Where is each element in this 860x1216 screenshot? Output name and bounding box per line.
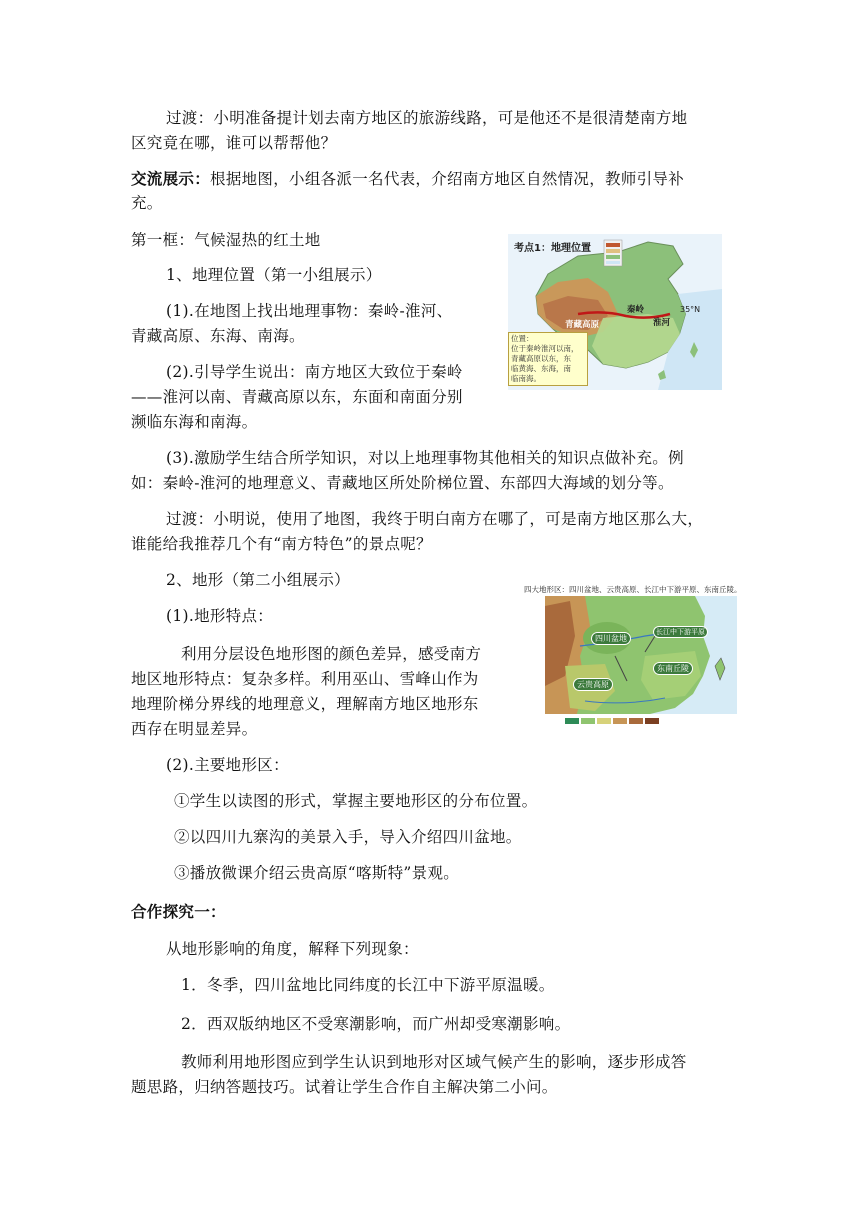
section1-item2-line3: 濒临东海和南海。: [131, 413, 258, 431]
location-map-title: 考点1：地理位置: [514, 243, 591, 254]
exchange-label: 交流展示：: [131, 169, 211, 188]
note-line: 临南海。: [511, 374, 541, 383]
landform-map: [545, 596, 737, 730]
landform-point-3: ③播放微课介绍云贵高原“喀斯特”景观。: [174, 864, 460, 882]
transition-paragraph-line1: 过渡：小明准备提计划去南方地区的旅游线路，可是他还不是很清楚南方地: [166, 109, 688, 127]
section2-item1-text-line1: 利用分层设色地形图的颜色差异，感受南方: [181, 645, 482, 663]
note-line: 位于秦岭淮河以南，: [511, 344, 579, 353]
southeast-hills-label: 东南丘陵: [653, 662, 693, 675]
location-map-figure: [508, 234, 722, 390]
section2-item2-heading: (2).主要地形区：: [166, 756, 289, 774]
location-note-box: [508, 332, 588, 386]
section2-heading: 2、地形（第二小组展示）: [166, 571, 350, 589]
frame1-heading: 第一框：气候湿热的红土地: [131, 231, 321, 249]
section1-heading: 1、地理位置（第一小组展示）: [166, 266, 382, 284]
huaihe-label: 淮河: [653, 318, 671, 328]
phenomenon-2: 2．西双版纳地区不受寒潮影响，而广州却受寒潮影响。: [181, 1015, 571, 1033]
changjiang-plain-label: 长江中下游平原: [653, 626, 708, 638]
section2-item1-text-line4: 西存在明显差异。: [131, 720, 258, 738]
plateau-label: 青藏高原: [565, 320, 600, 330]
section1-item2-line1: (2).引导学生说出：南方地区大致位于秦岭: [166, 363, 463, 381]
section1-item1-line1: (1).在地图上找出地理事物：秦岭-淮河、: [166, 302, 453, 320]
qinling-label: 秦岭: [627, 305, 645, 315]
yungui-plateau-label: 云贵高原: [573, 678, 613, 691]
teacher-guidance-line1: 教师利用地形图应到学生认识到地形对区域气候产生的影响，逐步形成答: [181, 1053, 687, 1071]
exchange-paragraph-line1: [131, 166, 684, 192]
section2-item1-heading: (1).地形特点：: [166, 607, 274, 625]
transition-paragraph-line2: 区究竟在哪，谁可以帮帮他？: [131, 134, 337, 152]
landform-point-1: ①学生以读图的形式，掌握主要地形区的分布位置。: [174, 792, 538, 810]
section1-item2-line2: ——淮河以南、青藏高原以东，东面和南面分别: [131, 388, 463, 406]
note-line: 临黄海、东海，南: [511, 364, 571, 373]
teacher-guidance-line2: 题思路，归纳答题技巧。试着让学生合作自主解决第二小问。: [131, 1078, 558, 1096]
note-line: 青藏高原以东，东: [511, 354, 571, 363]
landform-point-2: ②以四川九寨沟的美景入手，导入介绍四川盆地。: [174, 828, 522, 846]
note-line: 位置：: [511, 334, 534, 343]
exchange-text: 根据地图，小组各派一名代表，介绍南方地区自然情况，教师引导补: [210, 170, 685, 188]
section2-item1-text-line2: 地区地形特点：复杂多样。利用巫山、雪峰山作为: [131, 670, 479, 688]
transition2-line1: 过渡：小明说，使用了地图，我终于明白南方在哪了，可是南方地区那么大，: [166, 510, 704, 528]
cooperative-intro: 从地形影响的角度，解释下列现象：: [166, 940, 419, 958]
sichuan-basin-label: 四川盆地: [591, 632, 631, 645]
section1-item3-line1: (3).激励学生结合所学知识，对以上地理事物其他相关的知识点做补充。例: [166, 449, 684, 467]
latitude-label: 35°N: [680, 305, 701, 314]
landform-map-caption: 四大地形区：四川盆地、云贵高原、长江中下游平原、东南丘陵。: [524, 585, 742, 594]
cooperative-inquiry-heading: 合作探究一：: [131, 902, 226, 921]
section2-item1-text-line3: 地理阶梯分界线的地理意义，理解南方地区地形东: [131, 695, 479, 713]
landform-map-figure: [545, 596, 737, 730]
phenomenon-1: 1．冬季，四川盆地比同纬度的长江中下游平原温暖。: [181, 976, 555, 994]
section1-item1-line2: 青藏高原、东海、南海。: [131, 327, 305, 345]
transition2-line2: 谁能给我推荐几个有“南方特色”的景点呢？: [131, 535, 432, 553]
section1-item3-line2: 如：秦岭-淮河的地理意义、青藏地区所处阶梯位置、东部四大海域的划分等。: [131, 474, 674, 492]
exchange-paragraph-line2: 充。: [131, 194, 163, 212]
